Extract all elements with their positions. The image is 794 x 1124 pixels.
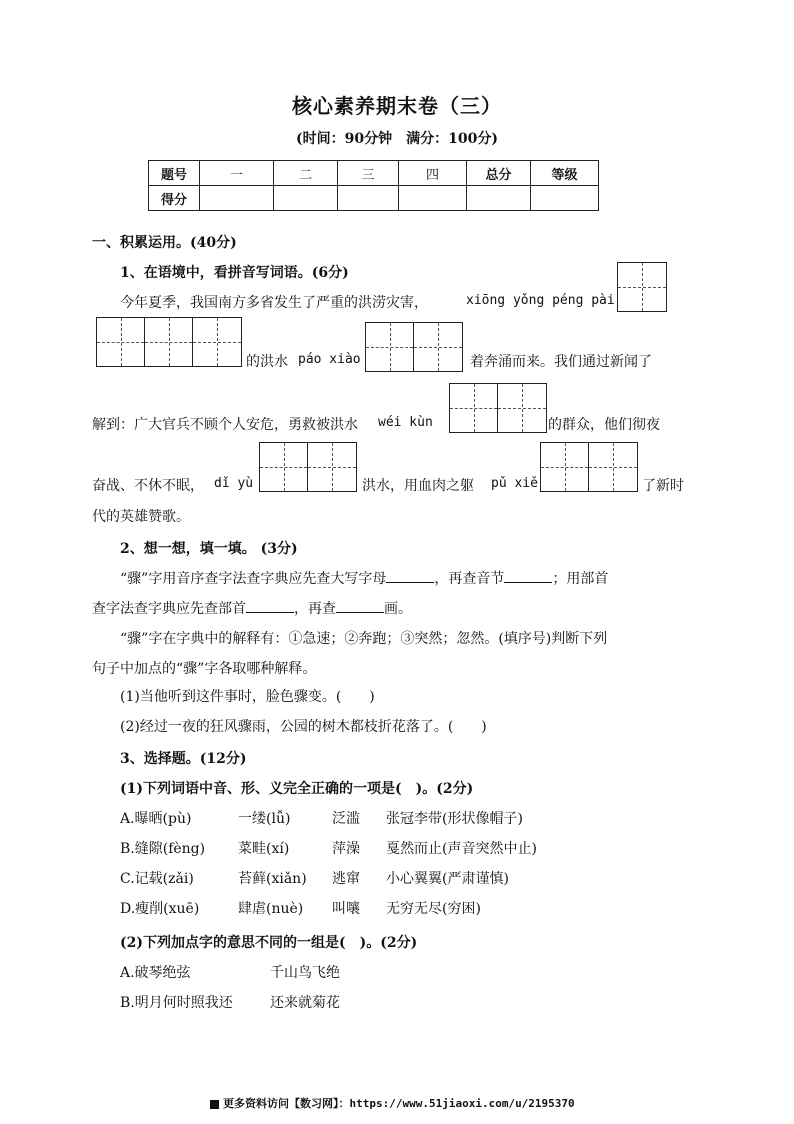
table-cell: 四: [399, 161, 467, 186]
question-text: ，再查: [294, 601, 336, 617]
choice-word: 还来就菊花: [270, 995, 340, 1011]
choice-option[interactable]: C.记载(zǎi): [120, 871, 194, 887]
fill-blank[interactable]: [246, 598, 294, 613]
question-text: ；用部首: [552, 571, 609, 587]
passage-line: 了新时: [642, 478, 684, 494]
choice-word: 萍澡: [332, 841, 360, 857]
table-cell: 题号: [149, 161, 200, 186]
passage-line: 的群众，他们彻夜: [548, 417, 660, 433]
question-title: 1、在语境中，看拼音写词语。(6分): [120, 265, 349, 281]
footer-link[interactable]: 更多资料访问【数习网】：https://www.51jiaoxi.com/u/2195370: [223, 1097, 575, 1110]
score-input-cell[interactable]: [274, 186, 338, 211]
choice-option[interactable]: D.瘦削(xuē): [120, 901, 200, 917]
sub-question: (2)经过一夜的狂风骤雨，公园的树木都枝折花落了。( ): [120, 719, 487, 735]
answer-grid[interactable]: [540, 442, 638, 492]
table-cell: 三: [338, 161, 399, 186]
question-text: 查字法查字典应先查部首: [92, 601, 246, 617]
section-heading: 一、积累运用。(40分): [92, 235, 237, 251]
choice-word: 菜畦(xí): [238, 841, 290, 857]
score-input-cell[interactable]: [467, 186, 531, 211]
choice-word: 张冠李带(形状像帽子): [386, 811, 523, 827]
score-input-cell[interactable]: [399, 186, 467, 211]
flag-icon: [210, 1100, 219, 1109]
score-table: [148, 160, 599, 211]
fill-blank[interactable]: [386, 568, 434, 583]
table-cell: 得分: [149, 186, 200, 211]
pinyin-prompt: dǐ yù: [214, 476, 254, 491]
choice-word: 肆虐(nuè): [238, 901, 304, 917]
choice-word: 一缕(lǚ): [238, 811, 291, 827]
answer-grid[interactable]: [365, 322, 463, 372]
question-line: [92, 598, 412, 618]
choice-option[interactable]: B.明月何时照我还: [120, 995, 233, 1011]
choice-option[interactable]: A.曝晒(pù): [120, 811, 192, 827]
choice-option[interactable]: B.缝隙(fèng): [120, 841, 206, 857]
choice-word: 苔藓(xiǎn): [238, 871, 307, 887]
choice-word: 无穷无尽(穷困): [386, 901, 481, 917]
answer-grid[interactable]: [259, 442, 357, 492]
score-table-header-row: [149, 161, 599, 186]
choice-word: 小心翼翼(严肃谨慎): [386, 871, 509, 887]
choice-word: 戛然而止(声音突然中止): [386, 841, 537, 857]
pinyin-prompt: pǔ xiě: [491, 476, 538, 491]
question-title: 3、选择题。(12分): [120, 751, 247, 767]
question-title: 2、想一想，填一填。 (3分): [120, 541, 298, 557]
answer-grid[interactable]: [617, 262, 667, 312]
passage-line: 今年夏季，我国南方多省发生了严重的洪涝灾害，: [120, 295, 428, 311]
question-line: “骤”字在字典中的解释有：①急速；②奔跑；③突然；忽然。(填序号)判断下列: [120, 631, 608, 647]
question-line: [120, 568, 608, 588]
passage-line: 奋战、不休不眠，: [92, 478, 204, 494]
question-line: 句子中加点的“骤”字各取哪种解释。: [92, 661, 317, 677]
exam-info: (时间：90分钟 满分：100分): [296, 131, 498, 147]
choice-option[interactable]: A.破琴绝弦: [120, 965, 191, 981]
fill-blank[interactable]: [336, 598, 384, 613]
question-text: “骤”字用音序查字法查字典应先查大写字母: [120, 571, 387, 587]
answer-grid[interactable]: [449, 383, 547, 433]
table-cell: 等级: [531, 161, 599, 186]
question-text: ，再查音节: [434, 571, 505, 587]
table-cell: 二: [274, 161, 338, 186]
score-table-score-row: [149, 186, 599, 211]
choice-word: 叫嚷: [332, 901, 360, 917]
fill-blank[interactable]: [504, 568, 552, 583]
question-text: 画。: [384, 601, 412, 617]
footer[interactable]: [210, 1095, 575, 1111]
passage-line: 着奔涌而来。我们通过新闻了: [470, 354, 652, 370]
passage-line: 解到：广大官兵不顾个人安危，勇救被洪水: [92, 417, 358, 433]
page-title: 核心素养期末卷（三）: [292, 94, 502, 118]
passage-line: 代的英雄赞歌。: [92, 509, 190, 525]
score-input-cell[interactable]: [338, 186, 399, 211]
pinyin-prompt: wéi kùn: [378, 415, 433, 430]
sub-question: (1)下列词语中音、形、义完全正确的一项是( )。(2分): [120, 781, 474, 797]
sub-question: (2)下列加点字的意思不同的一组是( )。(2分): [120, 935, 418, 951]
pinyin-prompt: xiōng yǒng péng pài: [466, 293, 615, 308]
sub-question: (1)当他听到这件事时，脸色骤变。( ): [120, 689, 375, 705]
choice-word: 千山鸟飞绝: [270, 965, 340, 981]
score-input-cell[interactable]: [531, 186, 599, 211]
passage-line: 的洪水: [246, 354, 288, 370]
choice-word: 泛滥: [332, 811, 360, 827]
pinyin-prompt: páo xiào: [298, 352, 361, 367]
table-cell: 总分: [467, 161, 531, 186]
choice-word: 逃窜: [332, 871, 360, 887]
passage-line: 洪水，用血肉之躯: [362, 478, 474, 494]
answer-grid[interactable]: [192, 317, 242, 367]
score-input-cell[interactable]: [200, 186, 274, 211]
table-cell: 一: [200, 161, 274, 186]
